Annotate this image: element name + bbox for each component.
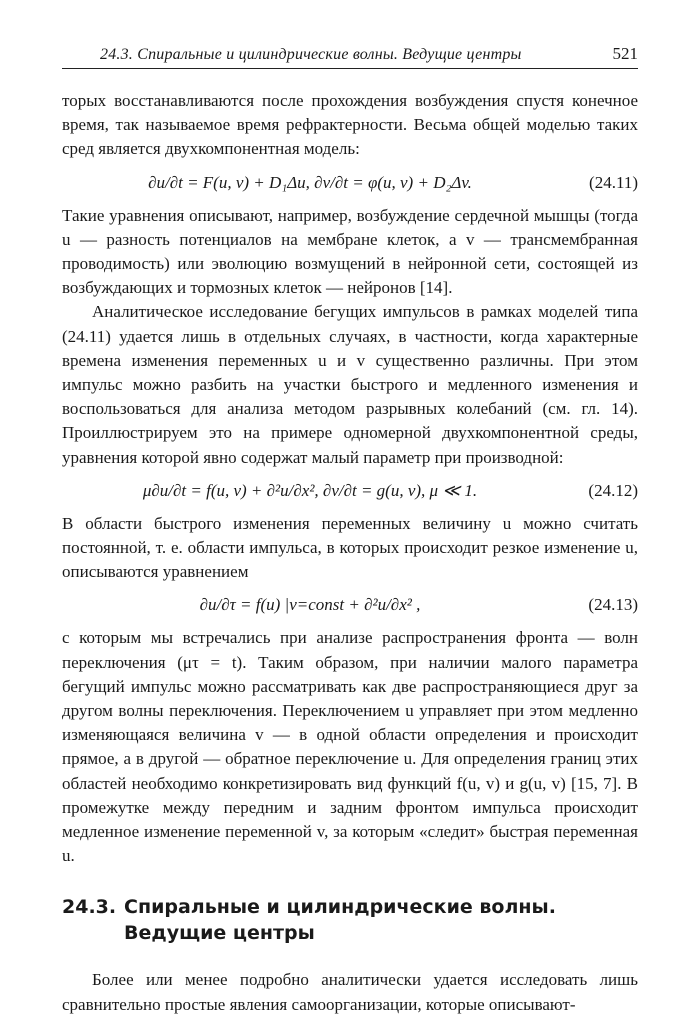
equation-number: (24.11) (589, 172, 638, 192)
equation-number: (24.13) (588, 595, 638, 615)
equation-24-11 (62, 168, 638, 198)
page-number: 521 (612, 44, 638, 63)
section-number: 24.3. (62, 896, 117, 919)
section-title-line-2: Ведущие центры (124, 922, 315, 945)
paragraph-6: Более или менее подробно аналитически удается исследовать лишь сравнительно простые явления самоорганизации, которые описывают- (62, 970, 638, 1014)
paragraph-4: В области быстрого изменения переменных величину u можно считать постоянной, т. е. области импульса, в которых происходит резкое изменение u, описываются уравнением (62, 513, 638, 582)
equation-body: ∂u/∂τ = f(u) |v=const + ∂²u/∂x² , (199, 595, 421, 615)
equation-body: μ∂u/∂t = f(u, v) + ∂²u/∂x², ∂v/∂t = g(u, v), μ ≪ 1. (142, 480, 478, 500)
section-heading (62, 894, 638, 946)
paragraph-3: Аналитическое исследование бегущих импульсов в рамках моделей типа (24.11) удается лишь в отдельных случаях, в частности, когда характерные времена изменения переменных u и v существенно различны. При этом импульс можно разбить на участки быстрого и медленного изменения и воспользоваться для анализа методом разрывных колебаний (см. гл. 14). Проиллюстрируем это на примере одномерной двухкомпонентной среды, уравнения которой явно содержат малый параметр при производной: (62, 302, 638, 467)
equation-24-13 (62, 590, 638, 620)
running-head (62, 40, 638, 69)
equation-24-12 (62, 476, 638, 506)
equation-body: ∂u/∂t = F(u, v) + D₁Δu, ∂v/∂t = φ(u, v) + D₂Δv. (148, 172, 472, 192)
section-title-line-1: Спиральные и цилиндрические волны. (124, 896, 556, 919)
section-title (124, 894, 638, 946)
page (62, 40, 638, 1017)
paragraph-1: торых восстанавливаются после прохождения возбуждения спустя конечное время, так называемое время рефрактерности. Весьма общей моделью таких сред является двухкомпонентная модель: (62, 91, 638, 159)
running-head-title: 24.3. Спиральные и цилиндрические волны. Ведущие центры (100, 46, 522, 63)
page-body (62, 89, 638, 1017)
paragraph-2: Такие уравнения описывают, например, возбуждение сердечной мышцы (тогда u — разность потенциалов на мембране клеток, а v — трансмембранная проводимость) или эволюцию возмущений в нейронной сети, состоящей из возбуждающих и тормозных клеток — нейронов [14]. (62, 205, 638, 298)
equation-number: (24.12) (588, 480, 638, 500)
paragraph-5: с которым мы встречались при анализе распространения фронта — волн переключения (μτ = t). Таким образом, при наличии малого параметра бегущий импульс можно рассматривать как две распространяющиеся друг за другом волны переключения. Переключением u управляет при этом медленно изменяющаяся величина v — в одной области определения и происходит прямое, а в другой — обратное переключение u. Для определения границ этих областей необходимо конкретизировать вид функций f(u, v) и g(u, v) [15, 7]. В промежутке между передним и задним фронтом импульса происходит медленное изменение переменной v, за которым «следит» быстрая переменная u. (62, 628, 638, 866)
